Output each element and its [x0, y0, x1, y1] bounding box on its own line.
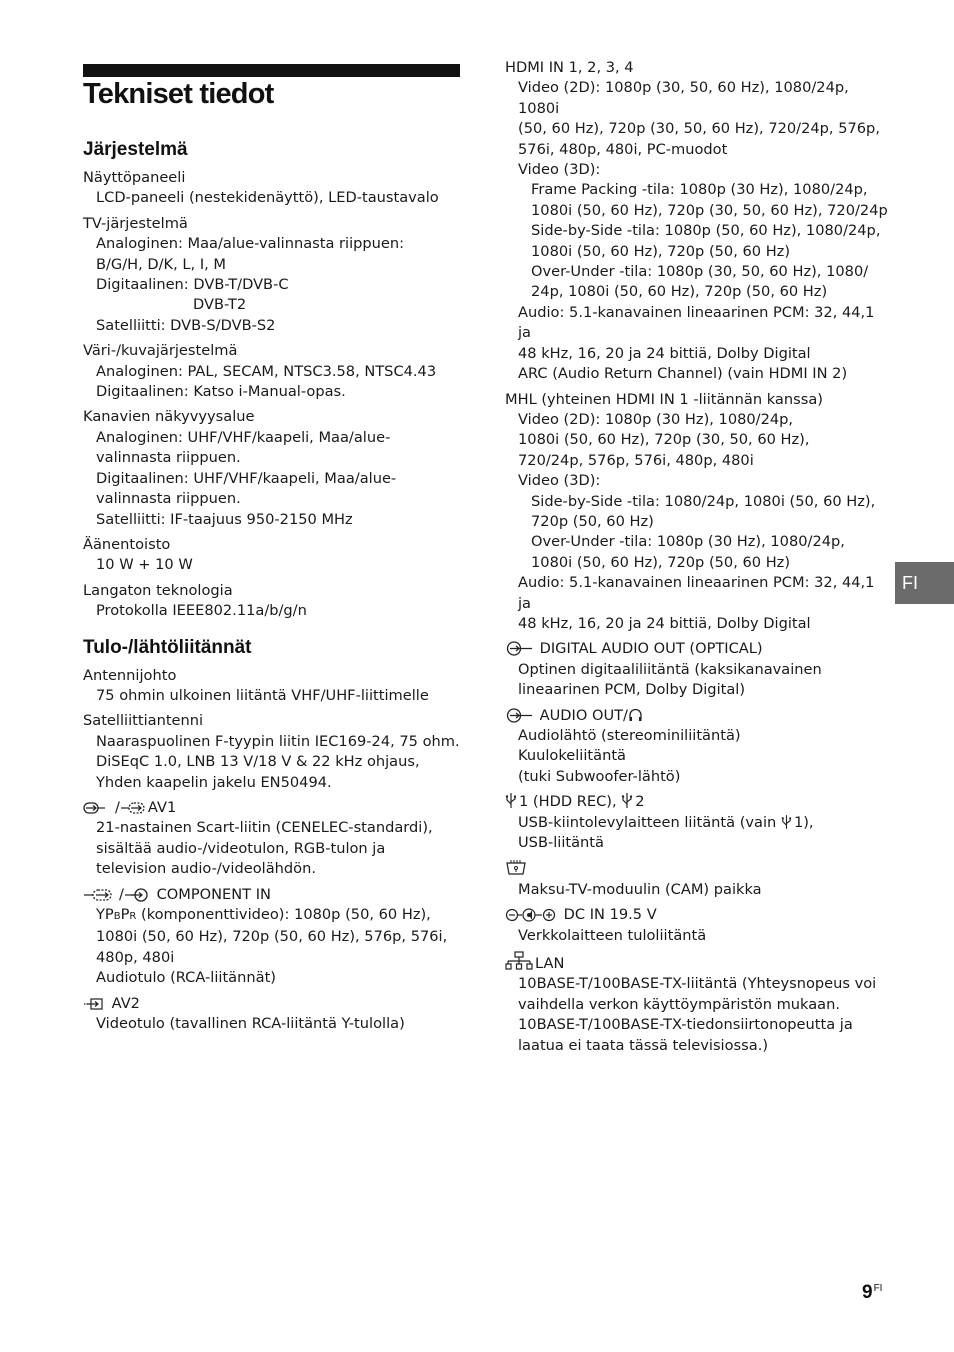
spec-value: Over-Under -tila: 1080p (30 Hz), 1080/24p, [531, 533, 845, 551]
cam-slot-icon [505, 859, 527, 876]
spec-value: vaihdella verkon käyttöympäristön mukaan. [518, 995, 841, 1013]
spec-value: B/G/H, D/K, L, I, M [96, 255, 226, 273]
spec-value: valinnasta riippuen. [96, 449, 241, 467]
spec-label: MHL (yhteinen HDMI IN 1 -liitännän kanssa) [505, 390, 823, 408]
section-heading-system: Järjestelmä [83, 139, 188, 160]
page-number-value: 9 [862, 1282, 873, 1303]
audio-out-label: AUDIO OUT/ [539, 706, 628, 724]
section-heading-io: Tulo-/lähtöliitännät [83, 636, 252, 658]
spec-value: Analoginen: UHF/VHF/kaapeli, Maa/alue- [96, 428, 391, 446]
spec-value: Optinen digitaaliliitäntä (kaksikanavainen [518, 660, 822, 678]
usb-label-1: 1 (HDD REC), [519, 793, 617, 811]
ypbpr-sub-r: R [129, 911, 137, 922]
spec-label: Väri-/kuvajärjestelmä [83, 342, 238, 360]
spec-value: Kuulokeliitäntä [518, 747, 626, 765]
spec-value: USB-liitäntä [518, 834, 604, 852]
spec-value: television audio-/videolähdön. [96, 860, 316, 878]
usb-label-2: 2 [635, 793, 645, 811]
lan-network-icon [505, 951, 533, 971]
dc-in-label: DC IN 19.5 V [563, 906, 657, 924]
spec-value: 720/24p, 576p, 576i, 480p, 480i [518, 451, 754, 469]
spec-value: Video (3D): [518, 161, 601, 179]
spec-value: 48 kHz, 16, 20 ja 24 bittiä, Dolby Digital [518, 614, 811, 632]
spec-value: Audiolähtö (stereominiliitäntä) [518, 727, 741, 744]
spec-value: 75 ohmin ulkoinen liitäntä VHF/UHF-liittimelle [96, 686, 429, 704]
spec-value: Analoginen: Maa/alue-valinnasta riippuen: [96, 235, 405, 253]
spec-value: 1080i (50, 60 Hz), 720p (50, 60 Hz) [531, 242, 791, 260]
spec-value: Audio: 5.1-kanavainen lineaarinen PCM: 32, 44,1 ja [518, 574, 875, 612]
spec-value: 1080i (50, 60 Hz), 720p (30, 50, 60 Hz), [518, 431, 810, 449]
spec-value: 480p, 480i [96, 948, 175, 966]
page-number-suffix: FI [873, 1283, 883, 1294]
audio-out-icon [505, 641, 533, 656]
spec-value: laatua ei taata tässä televisiossa.) [518, 1036, 769, 1054]
spec-value: Yhden kaapelin jakelu EN50494. [96, 773, 332, 791]
spec-label-audio-out [505, 706, 890, 726]
component-icon [83, 888, 117, 902]
usb-icon [781, 814, 792, 830]
spec-value-text: (komponenttivideo): 1080p (50, 60 Hz), [136, 906, 431, 923]
spec-value: Satelliitti: DVB-S/DVB-S2 [96, 316, 276, 334]
spec-value: 10BASE-T/100BASE-TX-tiedonsiirtonopeutta ja [518, 1016, 853, 1034]
spec-label: Äänentoisto [83, 535, 171, 553]
spec-value: 10 W + 10 W [96, 556, 193, 574]
spec-value: Audio: 5.1-kanavainen lineaarinen PCM: 32, 44,1 ja [518, 303, 875, 342]
av1-label: AV1 [147, 798, 177, 816]
ypbpr-p: P [120, 906, 130, 923]
page-title: Tekniset tiedot [83, 78, 274, 110]
scart-in-icon [83, 801, 113, 815]
spec-value: 24p, 1080i (50, 60 Hz), 720p (50, 60 Hz) [531, 283, 828, 301]
spec-label-lan [505, 951, 890, 974]
dc-polarity-icon [505, 908, 557, 922]
spec-label-av2 [83, 994, 463, 1014]
spec-label: TV-järjestelmä [83, 214, 188, 232]
usb-icon [505, 792, 517, 809]
ypbpr-y: YP [96, 906, 114, 923]
spec-label: Kanavien näkyvyysalue [83, 408, 255, 426]
spec-value: Protokolla IEEE802.11a/b/g/n [96, 602, 307, 620]
spec-value: Frame Packing -tila: 1080p (30 Hz), 1080/24p, [531, 181, 868, 199]
spec-value: Audiotulo (RCA-liitännät) [96, 969, 276, 987]
av2-label: AV2 [111, 994, 140, 1012]
left-column [83, 136, 463, 1034]
spec-label: Langaton teknologia [83, 581, 233, 599]
spec-label-cam [505, 859, 890, 879]
spec-value: 48 kHz, 16, 20 ja 24 bittiä, Dolby Digital [518, 344, 811, 362]
spec-label-usb [505, 792, 890, 812]
spec-value: Naaraspuolinen F-tyypin liitin IEC169-24, 75 ohm. [96, 732, 460, 750]
spec-value: 1080i (50, 60 Hz), 720p (50, 60 Hz), 576p, 576i, [96, 928, 448, 946]
spec-label-dc-in [505, 905, 890, 925]
page-number [862, 1282, 882, 1304]
spec-value: Maksu-TV-moduulin (CAM) paikka [518, 880, 762, 898]
spec-value: 10BASE-T/100BASE-TX-liitäntä (Yhteysnopeus voi [518, 975, 877, 993]
video-in-icon [83, 997, 105, 1011]
right-column [505, 58, 890, 1056]
spec-label-optical [505, 639, 890, 659]
component-in-icon [124, 888, 150, 902]
spec-value: ARC (Audio Return Channel) (vain HDMI IN 2) [518, 365, 848, 383]
spec-value: DVB-T2 [193, 296, 247, 314]
spec-value: Video (2D): 1080p (30 Hz), 1080/24p, [518, 410, 794, 428]
language-tab: FI [895, 562, 954, 604]
spec-value: Over-Under -tila: 1080p (30, 50, 60 Hz), 1080/ [531, 263, 869, 281]
spec-value: Video (2D): 1080p (30, 50, 60 Hz), 1080/24p, 1080i [518, 79, 849, 117]
spec-value: valinnasta riippuen. [96, 490, 241, 508]
optical-label: DIGITAL AUDIO OUT (OPTICAL) [539, 640, 763, 658]
spec-value: 1080i (50, 60 Hz), 720p (50, 60 Hz) [531, 553, 791, 571]
spec-value: (tuki Subwoofer-lähtö) [518, 767, 681, 785]
spec-value: DiSEqC 1.0, LNB 13 V/18 V & 22 kHz ohjaus, [96, 753, 420, 771]
ypbpr-sub-b: B [113, 911, 121, 922]
spec-value [83, 905, 463, 927]
spec-label: HDMI IN 1, 2, 3, 4 [505, 59, 634, 76]
component-in-label: COMPONENT IN [156, 885, 271, 903]
headphones-icon [628, 708, 643, 723]
scart-out-icon [120, 801, 146, 815]
spec-value: Verkkolaitteen tuloliitäntä [518, 926, 707, 944]
lan-label: LAN [535, 955, 565, 973]
spec-value: 720p (50, 60 Hz) [531, 512, 654, 530]
spec-label: Satelliittiantenni [83, 712, 204, 730]
spec-value: Satelliitti: IF-taajuus 950-2150 MHz [96, 510, 353, 528]
separator: / [115, 798, 120, 816]
spec-label-av1 [83, 798, 463, 818]
spec-label: Antennijohto [83, 666, 177, 684]
title-bar [83, 64, 460, 77]
spec-value: 576i, 480p, 480i, PC-muodot [518, 140, 728, 158]
spec-value-text: USB-kiintolevylaitteen liitäntä (vain [518, 813, 781, 831]
spec-value [505, 813, 890, 833]
spec-value: Digitaalinen: DVB-T/DVB-C [96, 276, 289, 294]
spec-value: Video (3D): [518, 472, 601, 490]
spec-value: LCD-paneeli (nestekidenäyttö), LED-taustavalo [96, 189, 439, 207]
spec-value: Analoginen: PAL, SECAM, NTSC3.58, NTSC4.43 [96, 362, 437, 380]
spec-value: Digitaalinen: UHF/VHF/kaapeli, Maa/alue- [96, 469, 397, 487]
spec-value: (50, 60 Hz), 720p (30, 50, 60 Hz), 720/24p, 576p, [518, 120, 880, 138]
spec-value: Videotulo (tavallinen RCA-liitäntä Y-tulolla) [96, 1015, 405, 1033]
spec-value: 1080i (50, 60 Hz), 720p (30, 50, 60 Hz), 720/24p [531, 201, 888, 219]
spec-value: sisältää audio-/videotulon, RGB-tulon ja [96, 839, 386, 857]
audio-out-icon [505, 708, 533, 723]
spec-value: Digitaalinen: Katso i-Manual-opas. [96, 383, 346, 401]
spec-label-component [83, 885, 463, 905]
spec-value: Side-by-Side -tila: 1080p (50, 60 Hz), 1080/24p, [531, 222, 881, 240]
spec-value: Side-by-Side -tila: 1080/24p, 1080i (50, 60 Hz), [531, 492, 876, 510]
spec-value-text: 1), [793, 813, 814, 831]
spec-value: 21-nastainen Scart-liitin (CENELEC-standardi), [96, 819, 433, 837]
spec-label: Näyttöpaneeli [83, 169, 186, 186]
spec-value: lineaarinen PCM, Dolby Digital) [518, 681, 746, 699]
separator: / [119, 885, 124, 903]
usb-icon [621, 792, 633, 809]
